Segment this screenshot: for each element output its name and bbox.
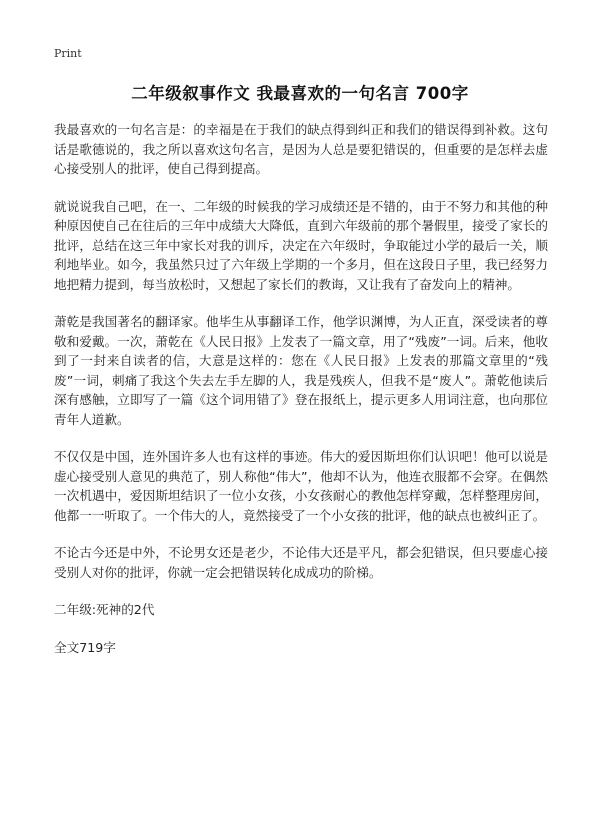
paragraph-5: 不论古今还是中外，不论男女还是老少，不论伟大还是平凡，都会犯错误，但只要虚心接受别人对你的批评，你就一定会把错误转化成成功的阶梯。	[54, 545, 548, 580]
article-title: 二年级叙事作文 我最喜欢的一句名言 700字	[131, 84, 469, 103]
paragraph-3: 萧乾是我国著名的翻译家。他毕生从事翻译工作，他学识渊博，为人正直，深受读者的尊敬和爱戴。一次，萧乾在《人民日报》上发表了一篇文章，用了“残废”一词。后来，他收到了一封来自读者的信，大意是这样的：您在《人民日报》上发表的那篇文章里的“残废”一词，刺痛了我这个失去左手左脚的人，我是残疾人，但我不是“废人”。萧乾他读后深有感触，立即写了一篇《这个词用错了》登在报纸上，提示更多人用词注意，也向那位青年人道歉。	[54, 314, 548, 427]
paragraph-1: 我最喜欢的一句名言是：的幸福是在于我们的缺点得到纠正和我们的错误得到补救。这句话是歌德说的，我之所以喜欢这句名言，是因为人总是要犯错误的，但重要的是怎样去虚心接受别人的批评，使自己得到提高。	[54, 122, 548, 176]
author-line: 二年级:死神的2代	[54, 602, 155, 617]
print-link[interactable]: Print	[54, 47, 82, 60]
article-body	[54, 120, 548, 675]
paragraph-2: 就说说我自己吧，在一、二年级的时候我的学习成绩还是不错的，由于不努力和其他的种种原因使自己在往后的三年中成绩大大降低，直到六年级前的那个暑假里，接受了家长的批评，总结在这三年中家长对我的训斥，决定在六年级时，争取能过小学的最后一关，顺利地毕业。如今，我虽然只过了六年级上学期的一个多月，但在这段日子里，我已经努力地把精力提到，每当放松时，又想起了家长们的教诲，又让我有了奋发向上的精神。	[54, 198, 548, 292]
word-count: 全文719字	[54, 639, 116, 655]
paragraph-4: 不仅仅是中国，连外国许多人也有这样的事迹。伟大的爱因斯坦你们认识吧！他可以说是虚心接受别人意见的典范了，别人称他“伟大”，他却不认为，他连衣服都不会穿。在偶然一次机遇中，爱因斯坦结识了一位小女孩，小女孩耐心的教他怎样穿戴，怎样整理房间，他都一一听取了。一个伟大的人，竟然接受了一个小女孩的批评，他的缺点也被纠正了。	[54, 449, 548, 523]
